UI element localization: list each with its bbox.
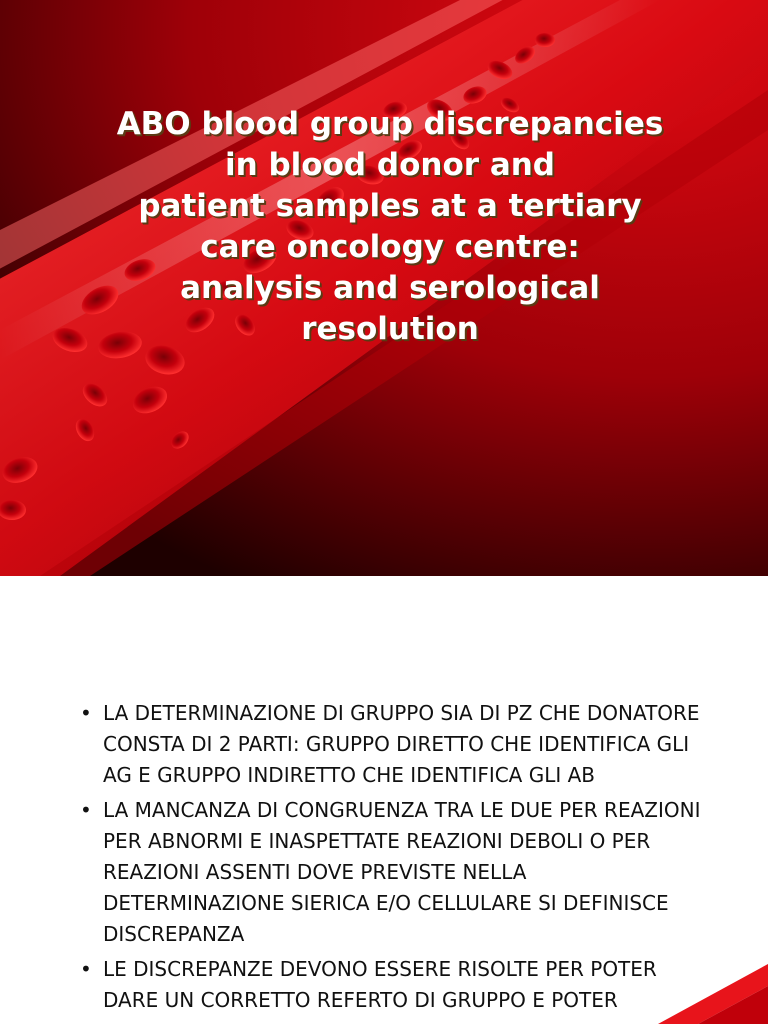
bullet-line: PER ABNORMI E INASPETTATE REAZIONI DEBOLI O PER [103,829,651,853]
title-line: patient samples at a tertiary [138,188,642,224]
bullet-dot-icon: • [80,957,92,981]
bullet-line: CONSTA DI 2 PARTI: GRUPPO DIRETTO CHE IDENTIFICA GLI [103,732,690,756]
bullet-line: DISCREPANZA [103,922,245,946]
slide-title [60,104,720,350]
content-slide [0,686,768,1024]
bullet-line: REAZIONI ASSENTI DOVE PREVISTE NELLA [103,860,527,884]
bullet-dot-icon: • [80,798,92,822]
bullet-dot-icon: • [80,701,92,725]
bullet-item [80,795,752,950]
title-line: in blood donor and [225,147,555,183]
title-line: care oncology centre: [200,229,580,265]
bullet-line: DETERMINAZIONE SIERICA E/O CELLULARE SI DEFINISCE [103,891,669,915]
bullet-line: LE DISCREPANZE DEVONO ESSERE RISOLTE PER POTER [103,957,657,981]
title-line: analysis and serological [180,270,600,306]
corner-decoration [658,964,768,1024]
bullet-list [80,698,752,1020]
bullet-item [80,698,752,791]
bullet-line: LA MANCANZA DI CONGRUENZA TRA LE DUE PER REAZIONI [103,798,701,822]
title-line: resolution [301,311,479,347]
title-line: ABO blood group discrepancies [116,106,664,142]
bullet-item [80,954,752,1016]
bullet-line: AG E GRUPPO INDIRETTO CHE IDENTIFICA GLI AB [103,763,596,787]
bullet-line: LA DETERMINAZIONE DI GRUPPO SIA DI PZ CHE DONATORE [103,701,700,725]
slide-separator [0,576,768,686]
bullet-line: DARE UN CORRETTO REFERTO DI GRUPPO E POTER [103,988,618,1012]
